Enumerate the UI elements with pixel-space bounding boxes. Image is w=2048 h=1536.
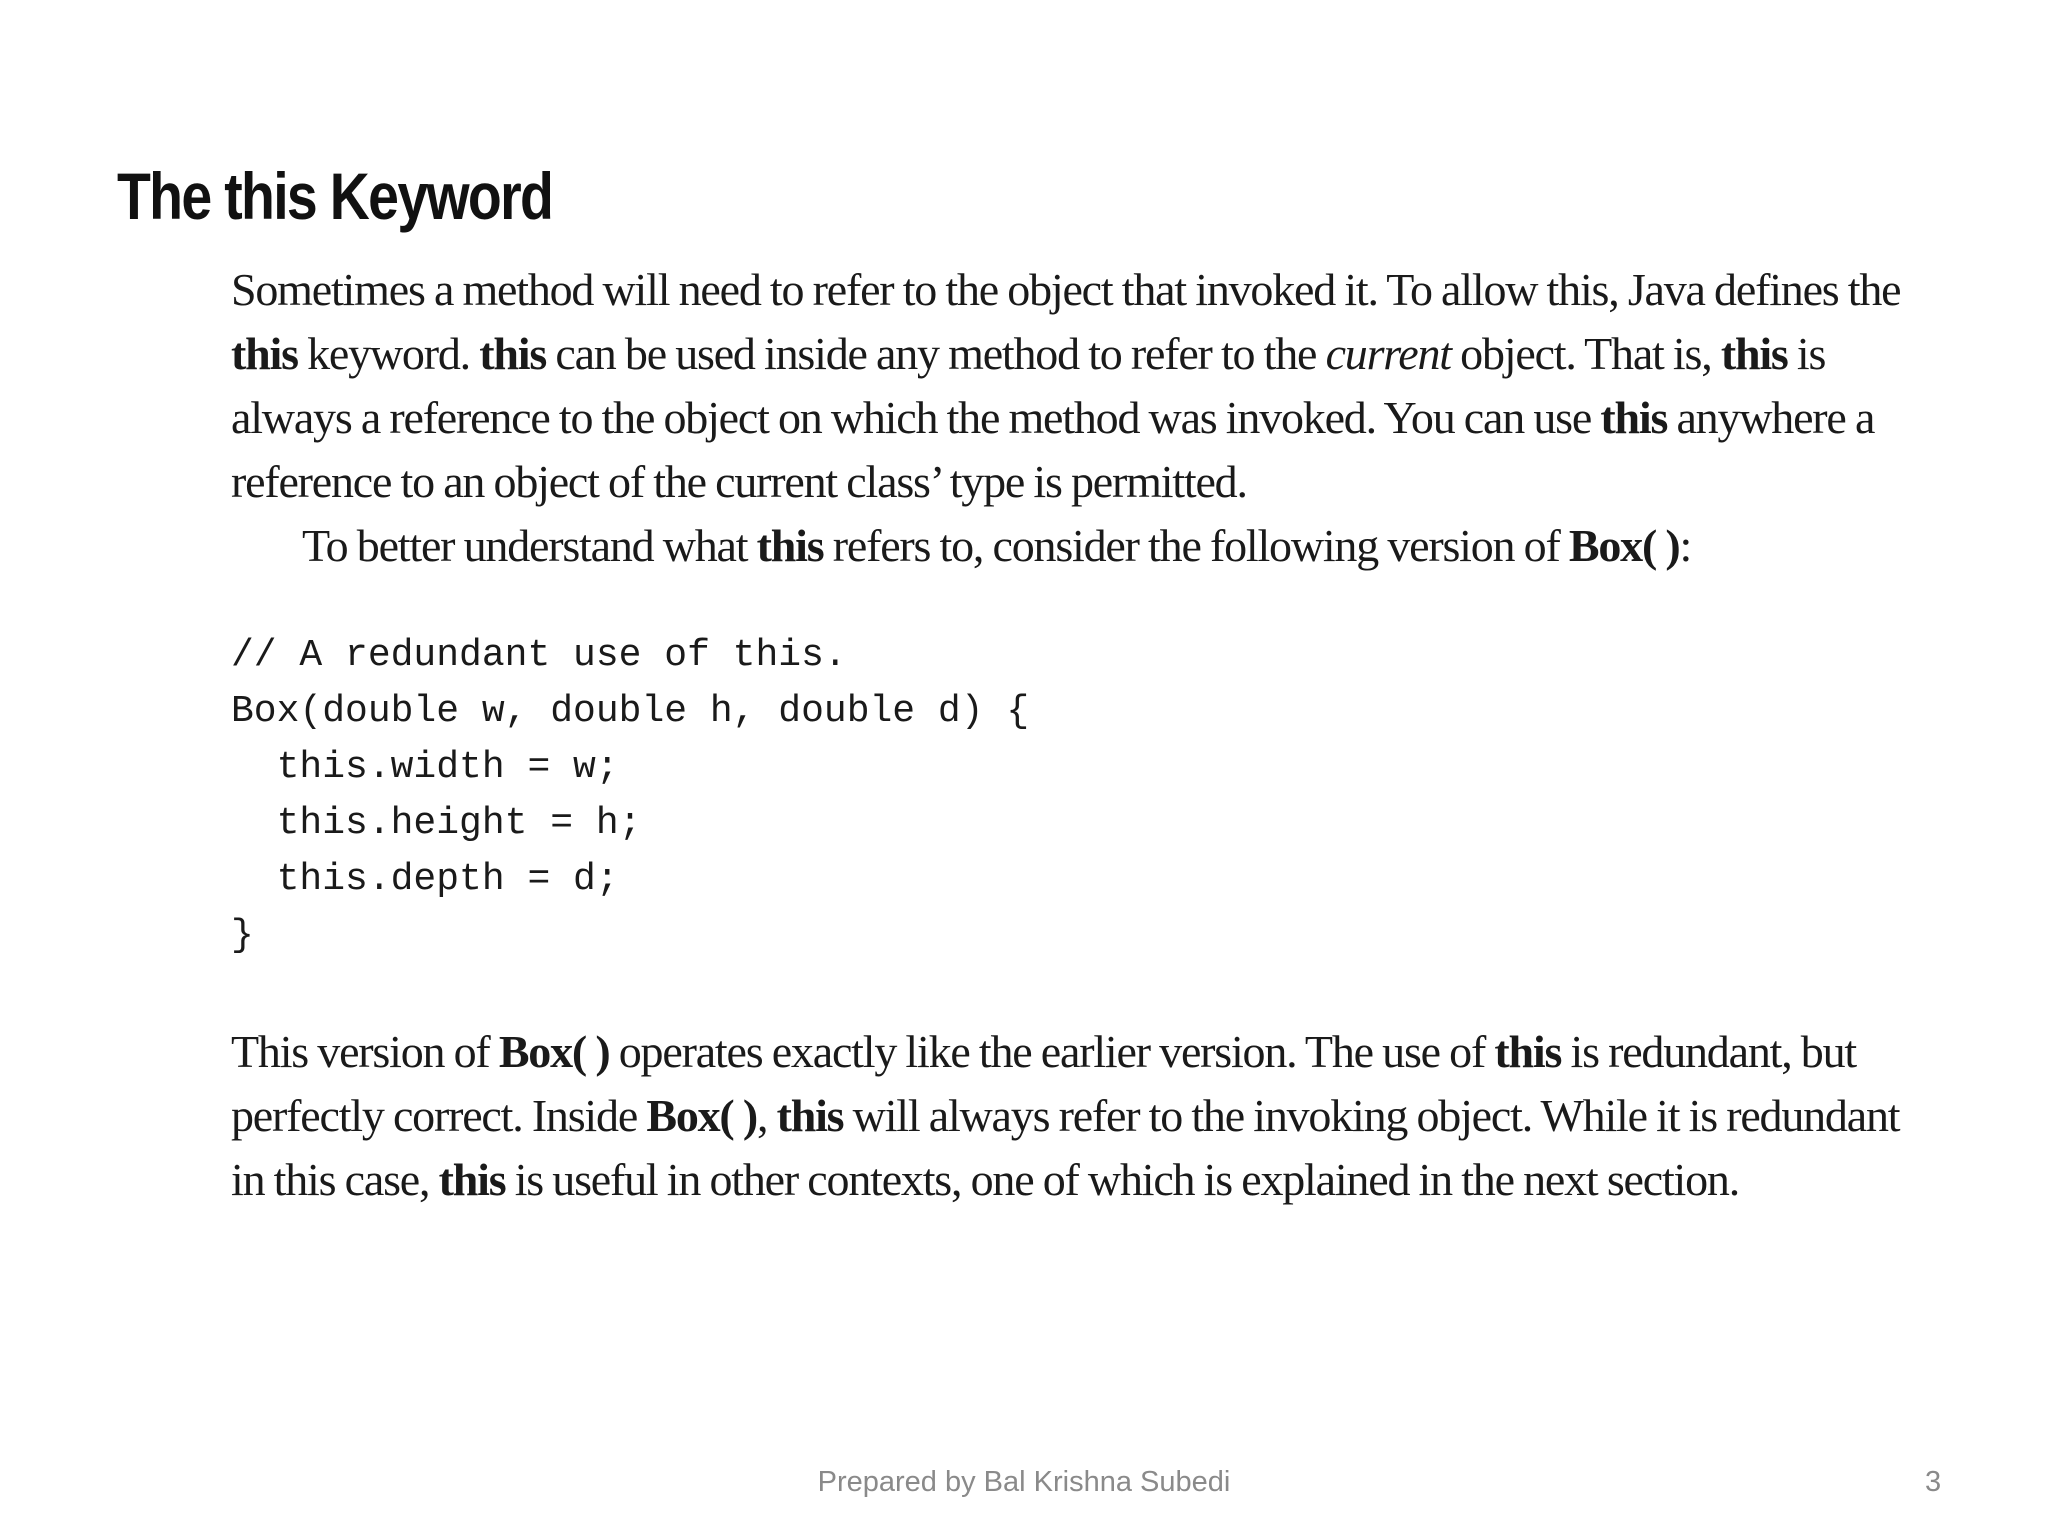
code-line: this.height = h; xyxy=(231,802,642,845)
explanation-text-block xyxy=(231,1020,1911,1212)
slide-title: The this Keyword xyxy=(117,159,553,233)
page-number: 3 xyxy=(1925,1466,1942,1498)
intro-text-block xyxy=(231,258,1911,578)
paragraph-this-definition: Sometimes a method will need to refer to the object that invoked it. To allow this, Java defines the this keyword. this can be used inside any method to refer to the current object. That is, this is always a reference to the object on which the method was invoked. You can use this anywhere a reference to an object of the current class’ type is permitted. xyxy=(231,264,1901,507)
code-listing xyxy=(231,628,1029,964)
paragraph-box-intro: To better understand what this refers to, consider the following version of Box( ): xyxy=(302,520,1692,571)
code-line: this.depth = d; xyxy=(231,858,619,901)
code-line: this.width = w; xyxy=(231,746,619,789)
code-line: } xyxy=(231,914,254,957)
code-line: // A redundant use of this. xyxy=(231,634,847,677)
footer-credit: Prepared by Bal Krishna Subedi xyxy=(817,1466,1231,1498)
code-line: Box(double w, double h, double d) { xyxy=(231,690,1030,733)
paragraph-box-explanation: This version of Box( ) operates exactly like the earlier version. The use of this is redundant, but perfectly correct. Inside Box( ), this will always refer to the invoking object. While it is redundant in this case, this is useful in other contexts, one of which is explained in the next section. xyxy=(231,1026,1900,1205)
